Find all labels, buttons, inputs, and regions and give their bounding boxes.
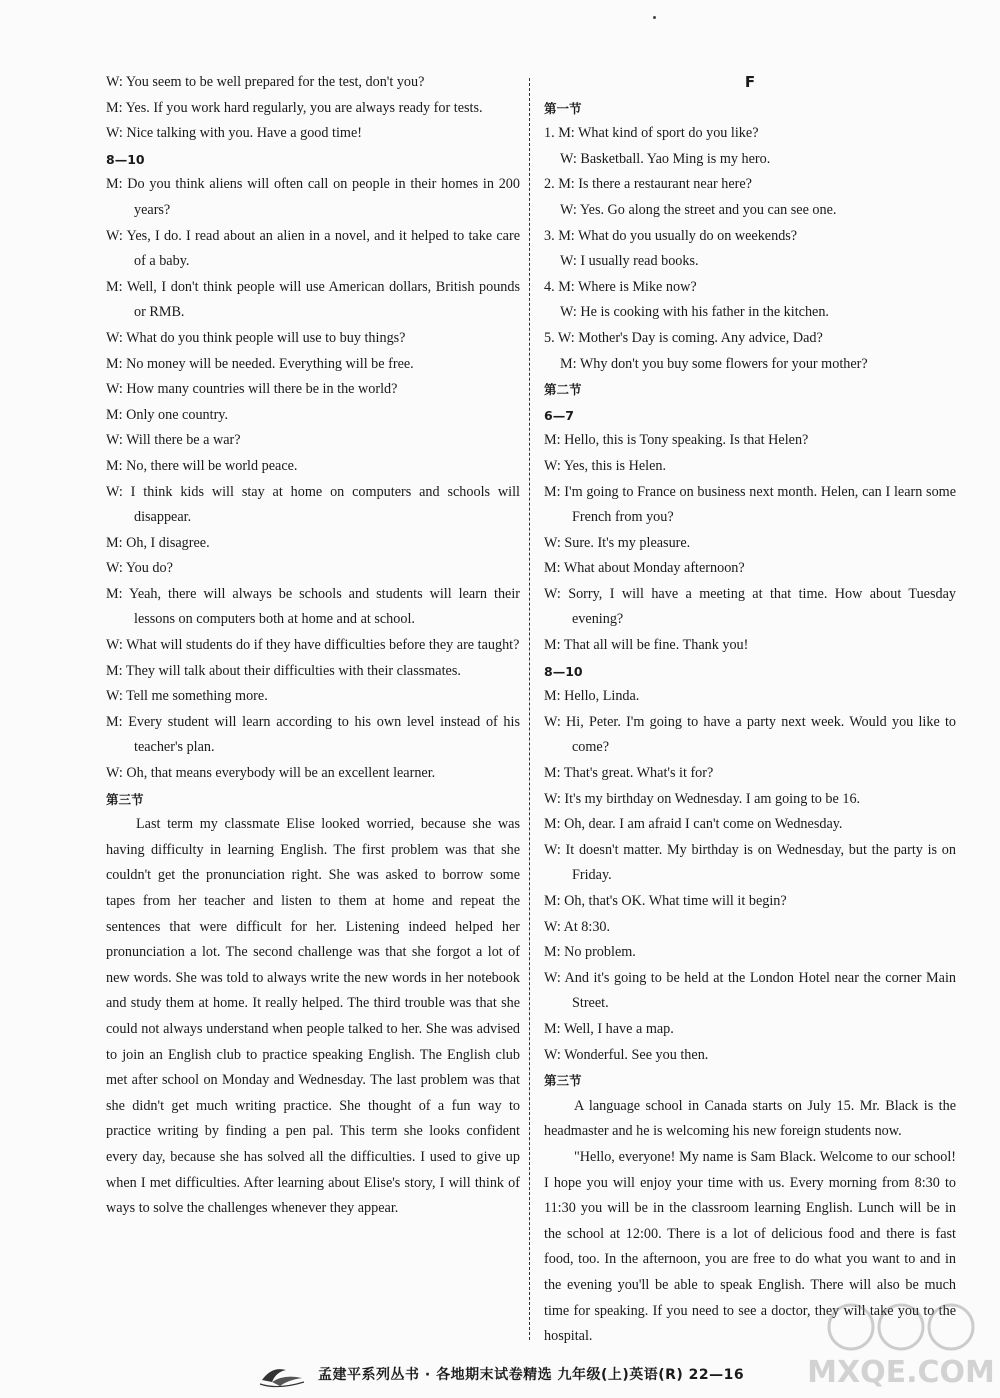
dialogue-line: M: Yeah, there will always be schools and students will learn their lessons on computers both at home and at school. [106,585,520,628]
dialogue-line: M: What about Monday afternoon? [544,560,745,577]
left-column [106,70,520,1222]
dialogue-line: M: Every student will learn according to his own level instead of his teacher's plan. [106,713,520,756]
dialogue-line: W: Tell me something more. [106,688,268,705]
dialogue-line: W: Basketball. Yao Ming is my hero. [560,150,771,167]
section-heading: 8—10 [106,151,145,167]
section-heading: 第二节 [544,382,582,398]
footer-text: 孟建平系列丛书 · 各地期末试卷精选 九年级(上)英语(R) 22—16 [318,1367,745,1383]
right-column [544,70,956,1350]
dialogue-line: 5. W: Mother's Day is coming. Any advice, Dad? [544,329,823,346]
page-mark [653,16,656,19]
column-divider [529,78,530,1340]
dialogue-line: M: No, there will be world peace. [106,457,298,474]
section-heading: 第三节 [106,791,144,807]
dialogue-line: M: Hello, Linda. [544,688,640,705]
dialogue-line: M: That's great. What's it for? [544,765,714,782]
dialogue-line: 3. M: What do you usually do on weekends? [544,227,798,244]
dialogue-line: M: Oh, I disagree. [106,534,210,551]
dialogue-line: M: I'm going to France on business next month. Helen, can I learn some French from you? [544,483,956,526]
dialogue-line: W: What do you think people will use to buy things? [106,329,406,346]
dialogue-line: M: Do you think aliens will often call on people in their homes in 200 years? [106,176,520,218]
section-heading: 6—7 [544,407,574,423]
dialogue-line: W: How many countries will there be in the world? [106,381,398,398]
dialogue-line: W: Sure. It's my pleasure. [544,534,691,551]
dialogue-line: M: Hello, this is Tony speaking. Is that Helen? [544,432,809,449]
watermark-logo [806,1292,996,1392]
dialogue-line: 1. M: What kind of sport do you like? [544,125,759,142]
dialogue-line: W: It's my birthday on Wednesday. I am going to be 16. [544,790,861,807]
dialogue-line: M: Oh, dear. I am afraid I can't come on Wednesday. [544,816,843,833]
dialogue-line: M: Well, I have a map. [544,1020,674,1037]
section-heading: 第三节 [544,1073,582,1089]
dialogue-line: M: They will talk about their difficulties with their classmates. [106,662,461,679]
passage-paragraph: A language school in Canada starts on July 15. Mr. Black is the headmaster and he is welcoming his new foreign students now. [544,1097,956,1140]
dialogue-line: W: You seem to be well prepared for the test, don't you? [106,74,425,90]
dialogue-line: W: Nice talking with you. Have a good time! [106,125,362,142]
dialogue-line: W: Wonderful. See you then. [544,1046,709,1063]
dialogue-line: M: No problem. [544,944,636,961]
dialogue-line: W: Sorry, I will have a meeting at that time. How about Tuesday evening? [544,585,956,628]
dialogue-line: M: No money will be needed. Everything will be free. [106,355,414,372]
dialogue-line: M: That all will be fine. Thank you! [544,637,749,654]
dialogue-line: 4. M: Where is Mike now? [544,278,697,295]
dialogue-line: W: I think kids will stay at home on computers and schools will disappear. [106,483,520,526]
section-heading: 8—10 [544,663,583,679]
dialogue-line: W: Will there be a war? [106,432,241,449]
dialogue-line: W: Yes, this is Helen. [544,457,667,474]
dialogue-line: W: Oh, that means everybody will be an excellent learner. [106,765,436,782]
passage-paragraph: "Hello, everyone! My name is Sam Black. Welcome to our school! I hope you will enjoy your time with us. Every morning from 8:30 to 11:30 you will be in the classroom learning English. Lunch will be in the school at 12:00. There is a lot of delicious food and there is fast food, too. In the afternoon, you are free to do what you want to and in the evening you'll be able to speak English. There will also be much time for speaking. If you need to see a doctor, they will take you to the hospital. [544,1148,956,1345]
dialogue-line: M: Well, I don't think people will use American dollars, British pounds or RMB. [106,278,520,321]
dialogue-line: W: And it's going to be held at the London Hotel near the corner Main Street. [544,969,956,1012]
dialogue-line: W: What will students do if they have difficulties before they are taught? [106,637,520,654]
dialogue-line: M: Why don't you buy some flowers for your mother? [560,355,868,372]
dialogue-line: W: Yes. Go along the street and you can see one. [560,201,837,218]
dialogue-line: W: I usually read books. [560,253,699,270]
dialogue-line: W: Hi, Peter. I'm going to have a party next week. Would you like to come? [544,713,956,756]
dialogue-line: M: Oh, that's OK. What time will it begin? [544,893,787,909]
dialogue-line: W: It doesn't matter. My birthday is on Wednesday, but the party is on Friday. [544,841,956,884]
dialogue-line: W: At 8:30. [544,918,611,935]
svg-text:MXQE.COM: MXQE.COM [807,1355,995,1390]
passage-paragraph: Last term my classmate Elise looked worried, because she was having difficulty in learning English. The first problem was that she couldn't get the pronunciation right. She was asked to borrow some tapes from her teacher and listen to them at home and repeat the sentences that were difficult for her. Listening indeed helped her pronunciation a lot. The second challenge was that she forgot a lot of new words. She was told to always write the new words in her notebook and study them at home. It really helped. The third trouble was that she could not always understand when people talked to her. She was advised to join an English club to practice speaking English. The English club met after school on Monday and Wednesday. The last problem was that she didn't get much writing practice. She thought of a fun way to practice writing by finding a pen pal. This term she looks confident every day, because she has solved all the difficulties. I used to give up when I met difficulties. After learning about Elise's story, I will think of ways to solve the challenges whenever they appear. [106,816,520,1217]
bird-logo-icon [258,1360,308,1388]
dialogue-line: 2. M: Is there a restaurant near here? [544,176,752,193]
dialogue-line: M: Yes. If you work hard regularly, you are always ready for tests. [106,99,483,116]
dialogue-line: M: Only one country. [106,406,229,423]
dialogue-line: W: You do? [106,560,173,577]
dialogue-line: W: Yes, I do. I read about an alien in a novel, and it helped to take care of a baby. [106,227,520,270]
dialogue-line: W: He is cooking with his father in the kitchen. [560,304,829,321]
part-letter: F [744,73,756,91]
section-heading: 第一节 [544,100,582,116]
